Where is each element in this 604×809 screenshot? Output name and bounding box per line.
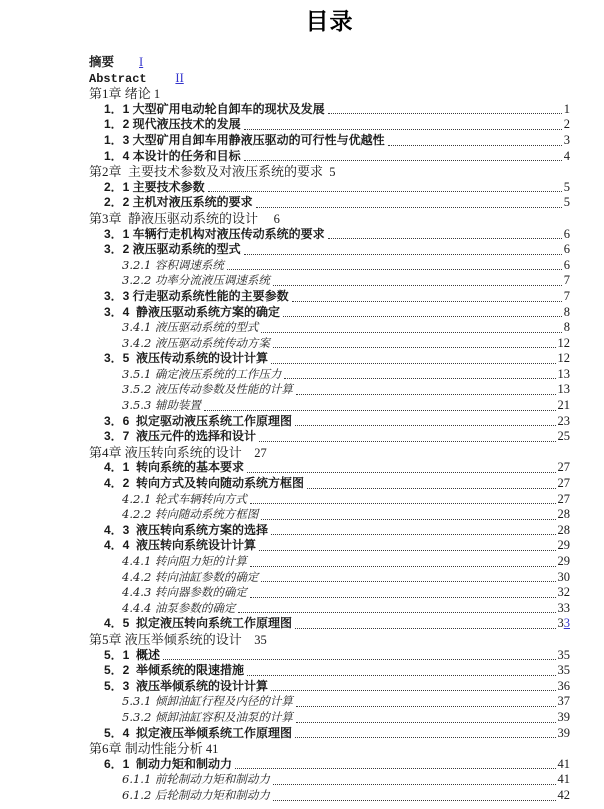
entry-title: 3.4.1 液压驱动系统的型式 [122, 320, 259, 335]
page-number: 35 [241, 632, 267, 647]
entry-title: 1．1 大型矿用电动轮自卸车的现状及发展 [104, 101, 325, 116]
toc-entry [89, 273, 570, 289]
page-number: 1 [150, 87, 161, 102]
dot-leader [227, 269, 562, 270]
page-number: 27 [557, 491, 570, 506]
toc-entry [89, 476, 570, 492]
entry-title: 4．4 液压转向系统设计计算 [104, 538, 257, 553]
page-number: 5 [563, 179, 570, 194]
page-number: 39 [557, 725, 570, 740]
page-number: 6 [258, 211, 280, 226]
toc-entry [89, 772, 570, 788]
toc-entry [89, 757, 570, 773]
dot-leader [273, 800, 556, 801]
toc-entry [89, 242, 570, 258]
toc-entry [89, 180, 570, 196]
toc-entry [89, 211, 570, 227]
dot-leader [256, 207, 562, 208]
dot-leader [261, 332, 561, 333]
page-number: 12 [557, 335, 570, 350]
entry-title: 3．5 液压传动系统的设计计算 [104, 351, 269, 366]
entry-title: 5．3 液压举倾系统的设计计算 [104, 678, 269, 693]
entry-title: 2．1 主要技术参数 [104, 179, 205, 194]
page-number: 37 [557, 694, 570, 709]
toc-entry [89, 523, 570, 539]
toc-entry [89, 726, 570, 742]
entry-title: 3.2.1 容积调速系统 [122, 257, 224, 272]
dot-leader [238, 612, 555, 613]
dot-leader [244, 160, 562, 161]
toc-entry [89, 570, 570, 586]
page-number: 27 [241, 445, 267, 460]
toc-entry [89, 149, 570, 165]
dot-leader [296, 394, 556, 395]
dot-leader [235, 768, 555, 769]
page-number: 39 [557, 709, 570, 724]
dot-leader [204, 410, 556, 411]
dot-leader [292, 301, 562, 302]
toc-entry [89, 601, 570, 617]
page-number: 27 [557, 460, 570, 475]
toc-entry [89, 258, 570, 274]
page-number: 6 [563, 242, 570, 257]
toc-entry [89, 195, 570, 211]
toc-entry [89, 102, 570, 118]
page-number: 28 [557, 522, 570, 537]
dot-leader [307, 488, 555, 489]
dot-leader [273, 784, 556, 785]
toc-entry [89, 305, 570, 321]
page-title: 目录 [305, 8, 354, 34]
page-number: 35 [557, 647, 570, 662]
entry-title: 1．4 本设计的任务和目标 [104, 148, 241, 163]
page-number: 33 [557, 600, 570, 615]
toc-entry [89, 694, 570, 710]
entry-title: 4.4.3 转向器参数的确定 [122, 585, 247, 600]
entry-title: 3．2 液压驱动系统的型式 [104, 242, 241, 257]
entry-title: 5．2 举倾系统的限速措施 [104, 663, 245, 678]
toc-entry [89, 663, 570, 679]
page-number: 8 [563, 320, 570, 335]
toc-entry [89, 55, 570, 71]
page-number: 4 [563, 148, 570, 163]
page-number: 27 [557, 476, 570, 491]
dot-leader [271, 534, 555, 535]
entry-title: 第2章 主要技术参数及对液压系统的要求 [89, 164, 324, 180]
dot-leader [261, 581, 555, 582]
dot-leader [259, 441, 555, 442]
toc-entry [89, 460, 570, 476]
page-number: 36 [557, 678, 570, 693]
dot-leader [250, 597, 556, 598]
page-number: 5 [563, 195, 570, 210]
toc-entry [89, 507, 570, 523]
dot-leader [163, 659, 555, 660]
page-number: 29 [557, 538, 570, 553]
entry-title: 4．1 转向系统的基本要求 [104, 460, 245, 475]
page-number: 41 [557, 772, 570, 787]
toc-entry [89, 679, 570, 695]
page-number: 41 [557, 756, 570, 771]
entry-title: 4.4.1 转向阻力矩的计算 [122, 554, 247, 568]
page-number: 8 [563, 304, 570, 319]
entry-title: 3．6 拟定驱动液压系统工作原理图 [104, 413, 293, 428]
dot-leader [250, 503, 556, 504]
page-number: 2 [563, 117, 570, 132]
page-number: 42 [557, 787, 570, 802]
dot-leader [208, 191, 562, 192]
toc-entry [89, 289, 570, 305]
toc-entry [89, 616, 570, 632]
dot-leader [328, 238, 562, 239]
entry-title: 3.4.2 液压驱动系统传动方案 [122, 335, 270, 350]
entry-title: 1．3 大型矿用自卸车用静液压驱动的可行性与优越性 [104, 132, 385, 147]
entry-title: 5．1 概述 [104, 647, 161, 662]
page-number: 6 [563, 226, 570, 241]
dot-leader [273, 285, 562, 286]
toc-entry [89, 164, 570, 180]
entry-title: 3.2.2 功率分流液压调速系统 [122, 273, 270, 288]
dot-leader [247, 675, 555, 676]
page-number: 12 [557, 351, 570, 366]
dot-leader [388, 145, 562, 146]
entry-title: 3．7 液压元件的选择和设计 [104, 429, 257, 444]
toc-entry [89, 632, 570, 648]
dot-leader [295, 628, 555, 629]
dot-leader [273, 347, 556, 348]
toc-entries [89, 55, 570, 804]
page-number: 1 [563, 101, 570, 116]
entry-title: 4.2.1 轮式车辆转向方式 [122, 491, 247, 506]
page-number: 3 [563, 132, 570, 147]
toc-entry [89, 414, 570, 430]
toc-entry [89, 710, 570, 726]
entry-title: 3．3 行走驱动系统性能的主要参数 [104, 288, 289, 303]
dot-leader [271, 363, 555, 364]
toc-entry [89, 367, 570, 383]
dot-leader [284, 378, 555, 379]
toc-entry [89, 648, 570, 664]
page-number-link[interactable]: 3 [563, 616, 570, 631]
dot-leader [250, 566, 556, 567]
entry-title: 4.4.4 油泵参数的确定 [122, 600, 236, 615]
toc-entry [89, 117, 570, 133]
entry-title: 4.4.2 转向油缸参数的确定 [122, 569, 259, 584]
entry-title: 摘要 [89, 55, 140, 69]
entry-title: 第4章 液压转向系统的设计 [89, 444, 242, 460]
page-number: 35 [557, 663, 570, 678]
entry-title: 3．1 车辆行走机构对液压传动系统的要求 [104, 226, 325, 241]
entry-title: 第3章 静液压驱动系统的设计 [89, 210, 259, 226]
toc-entry [89, 227, 570, 243]
toc-entry [89, 320, 570, 336]
toc-entry [89, 585, 570, 601]
page-number: 7 [563, 288, 570, 303]
dot-leader [259, 550, 555, 551]
entry-title: 6.1.1 前轮制动力矩和制动力 [122, 772, 270, 787]
entry-title: 4.2.2 转向随动系统方框图 [122, 507, 259, 522]
toc-entry [89, 788, 570, 804]
dot-leader [244, 254, 562, 255]
dot-leader [328, 113, 562, 114]
page-number: 32 [557, 585, 570, 600]
entry-title: 5.3.2 倾卸油缸容积及油泵的计算 [122, 709, 293, 724]
page-number: 29 [557, 554, 570, 568]
page-number: 30 [557, 569, 570, 584]
entry-title: 3.5.2 液压传动参数及性能的计算 [122, 382, 293, 397]
dot-leader [261, 519, 555, 520]
entry-title: 第1章 绪论 [89, 86, 151, 102]
page-number: 3 [557, 616, 564, 631]
page-number-link[interactable]: II [175, 70, 184, 85]
page-number: 25 [557, 429, 570, 444]
page-number: 41 [202, 742, 219, 757]
page-number: 7 [563, 273, 570, 288]
dot-leader [283, 316, 562, 317]
dot-leader [247, 472, 555, 473]
entry-title: 3．4 静液压驱动系统方案的确定 [104, 304, 281, 319]
toc-entry [89, 351, 570, 367]
entry-title: 3.5.3 辅助装置 [122, 398, 201, 413]
page-number-link[interactable]: I [139, 55, 144, 69]
toc-entry [89, 445, 570, 461]
entry-title: 4．5 拟定液压转向系统工作原理图 [104, 616, 293, 631]
dot-leader [295, 425, 555, 426]
entry-title: 第6章 制动性能分析 [89, 741, 203, 757]
dot-leader [271, 690, 555, 691]
entry-title: 第5章 液压举倾系统的设计 [89, 631, 242, 647]
entry-title: 6.1.2 后轮制动力矩和制动力 [122, 787, 270, 802]
entry-title: 5．4 拟定液压举倾系统工作原理图 [104, 725, 293, 740]
dot-leader [296, 706, 556, 707]
entry-title: 4．3 液压转向系统方案的选择 [104, 522, 269, 537]
toc-entry [89, 71, 570, 87]
page-number: 28 [557, 507, 570, 522]
entry-title: 4．2 转向方式及转向随动系统方框图 [104, 476, 305, 491]
toc-entry [89, 133, 570, 149]
dot-leader [296, 722, 556, 723]
toc-entry [89, 538, 570, 554]
entry-title: 3.5.1 确定液压系统的工作压力 [122, 366, 282, 381]
page-number: 21 [557, 398, 570, 413]
page-number: 13 [557, 366, 570, 381]
toc-entry [89, 86, 570, 102]
entry-title: Abstract [89, 71, 176, 86]
page-number: 6 [563, 257, 570, 272]
toc-entry [89, 429, 570, 445]
toc-entry [89, 382, 570, 398]
entry-title: 1．2 现代液压技术的发展 [104, 117, 241, 132]
entry-title: 5.3.1 倾卸油缸行程及内径的计算 [122, 694, 293, 709]
toc-entry [89, 398, 570, 414]
toc-entry [89, 492, 570, 508]
page-number: 5 [323, 165, 336, 180]
toc-entry [89, 554, 570, 570]
entry-title: 6．1 制动力矩和制动力 [104, 756, 233, 771]
page-number: 13 [557, 382, 570, 397]
page-number: 23 [557, 413, 570, 428]
entry-title: 2．2 主机对液压系统的要求 [104, 195, 253, 210]
toc-entry [89, 336, 570, 352]
dot-leader [295, 737, 555, 738]
dot-leader [244, 129, 562, 130]
toc-entry [89, 741, 570, 757]
